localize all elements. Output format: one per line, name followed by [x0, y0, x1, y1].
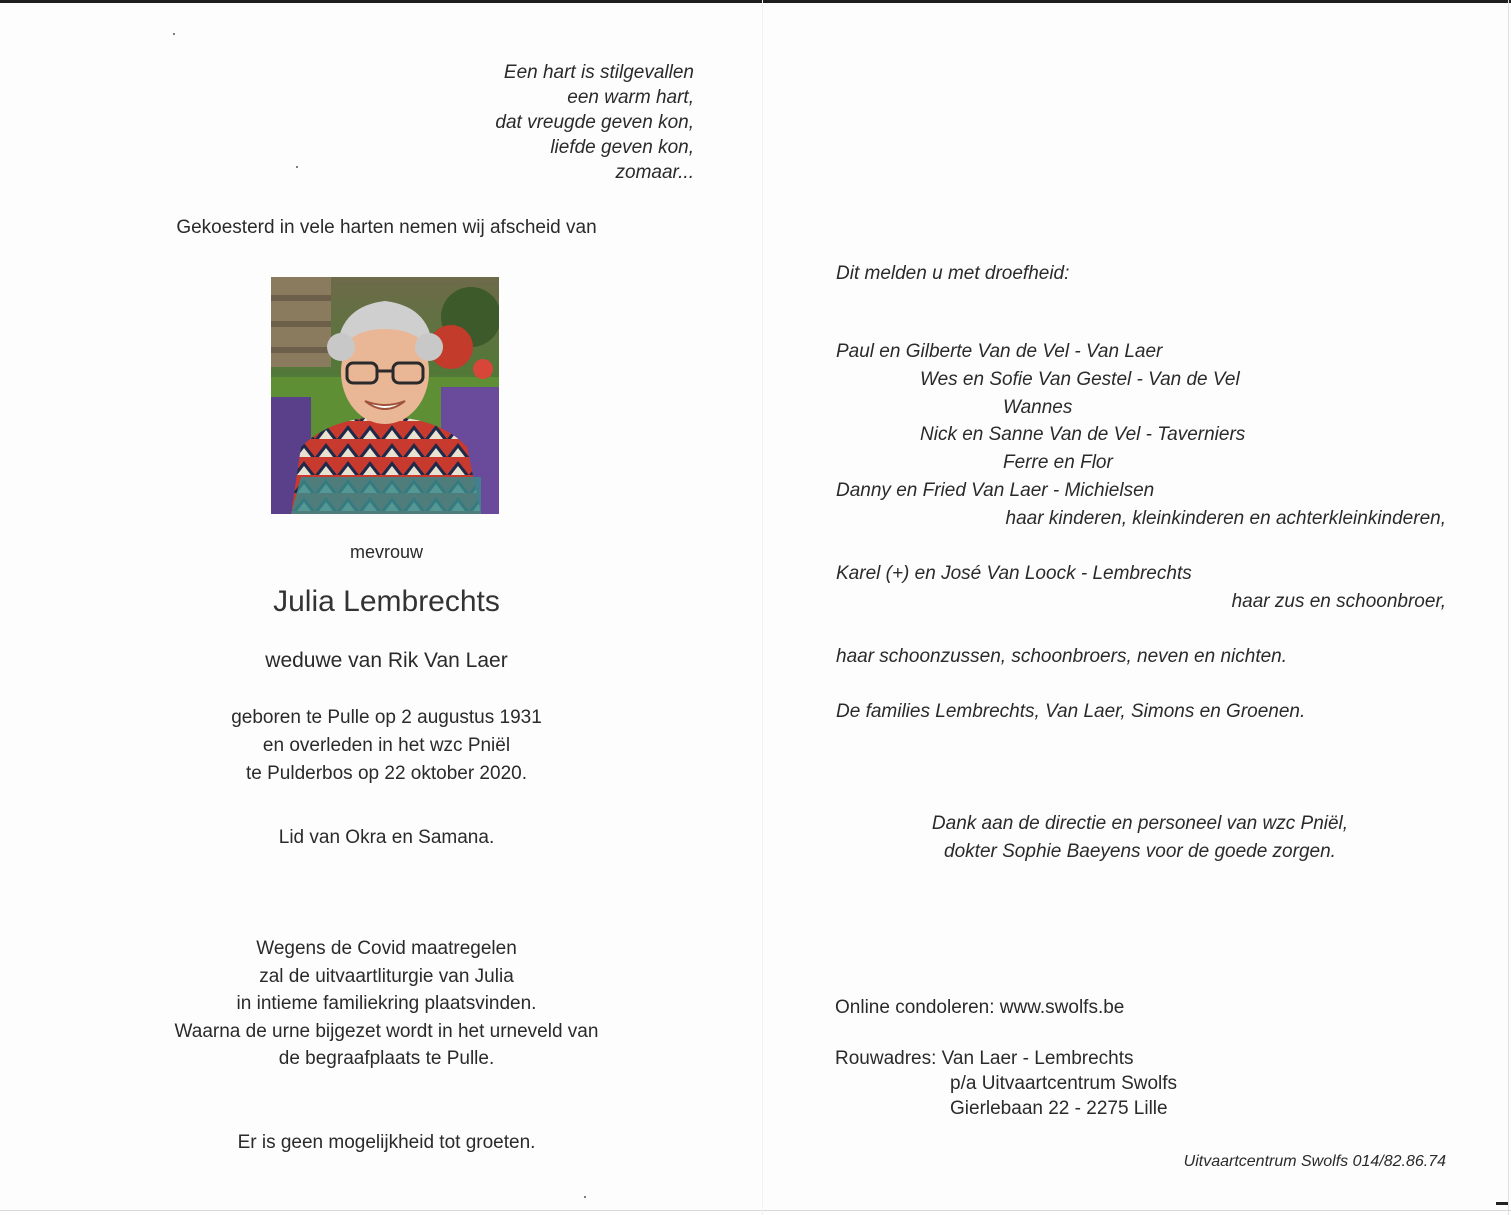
- corner-mark: [1496, 1202, 1508, 1205]
- salutation: mevrouw: [349, 542, 424, 562]
- no-greetings-line: Er is geen mogelijkheid tot groeten.: [237, 1132, 536, 1153]
- poem-line: een warm hart,: [567, 87, 694, 108]
- top-border-line: [0, 0, 1511, 3]
- family-relation: haar kinderen, kleinkinderen en achterkleinkinderen,: [1005, 508, 1446, 529]
- poem-line: Een hart is stilgevallen: [503, 62, 694, 83]
- center-fold: [762, 0, 763, 1215]
- family-line: Paul en Gilberte Van de Vel - Van Laer: [836, 341, 1163, 362]
- notice-line: Waarna de urne bijgezet wordt in het urneveld van: [174, 1021, 599, 1042]
- portrait-image: [271, 277, 499, 514]
- undertaker-line: Uitvaartcentrum Swolfs 014/82.86.74: [1183, 1153, 1446, 1170]
- address-line: p/a Uitvaartcentrum Swolfs: [950, 1073, 1178, 1094]
- death-place-line: te Pulderbos op 22 oktober 2020.: [246, 763, 527, 784]
- announcement-heading: Dit melden u met droefheid:: [836, 263, 1070, 284]
- bottom-border-line: [0, 1210, 1511, 1211]
- family-line: Ferre en Flor: [1003, 452, 1113, 473]
- notice-line: in intieme familiekring plaatsvinden.: [236, 993, 537, 1014]
- address-line: Gierlebaan 22 - 2275 Lille: [950, 1098, 1168, 1119]
- notice-line: Wegens de Covid maatregelen: [256, 938, 517, 959]
- address-line: Rouwadres: Van Laer - Lembrechts: [835, 1048, 1134, 1069]
- family-relation: haar zus en schoonbroer,: [1231, 591, 1446, 612]
- family-line: Nick en Sanne Van de Vel - Taverniers: [920, 424, 1246, 445]
- death-line: en overleden in het wzc Pniël: [262, 735, 511, 756]
- deceased-name: Julia Lembrechts: [273, 585, 500, 618]
- poem-line: liefde geven kon,: [550, 137, 694, 158]
- family-line: De families Lembrechts, Van Laer, Simons en Groenen.: [836, 701, 1306, 722]
- birth-line: geboren te Pulle op 2 augustus 1931: [231, 707, 542, 728]
- scan-speck: [296, 166, 298, 168]
- membership-line: Lid van Okra en Samana.: [278, 827, 495, 848]
- family-line: Danny en Fried Van Laer - Michielsen: [836, 480, 1155, 501]
- poem-line: zomaar...: [615, 162, 694, 183]
- family-line: Wannes: [1003, 397, 1073, 418]
- family-line: Karel (+) en José Van Loock - Lembrechts: [836, 563, 1192, 584]
- notice-line: de begraafplaats te Pulle.: [278, 1048, 495, 1069]
- thanks-line: dokter Sophie Baeyens voor de goede zorgen.: [944, 841, 1336, 862]
- right-border-line: [1508, 0, 1509, 1215]
- family-line: Wes en Sofie Van Gestel - Van de Vel: [920, 369, 1240, 390]
- family-line: haar schoonzussen, schoonbroers, neven en nichten.: [836, 646, 1288, 667]
- notice-line: zal de uitvaartliturgie van Julia: [259, 966, 514, 987]
- intro-text: Gekoesterd in vele harten nemen wij afscheid van: [176, 217, 597, 238]
- portrait-photo: [271, 277, 499, 514]
- spouse-line: weduwe van Rik Van Laer: [265, 649, 508, 672]
- thanks-line: Dank aan de directie en personeel van wzc Pniël,: [931, 813, 1349, 834]
- scan-speck: [584, 1196, 586, 1198]
- scan-speck: [173, 33, 175, 35]
- online-condolence: Online condoleren: www.swolfs.be: [835, 997, 1125, 1018]
- poem-line: dat vreugde geven kon,: [495, 112, 694, 133]
